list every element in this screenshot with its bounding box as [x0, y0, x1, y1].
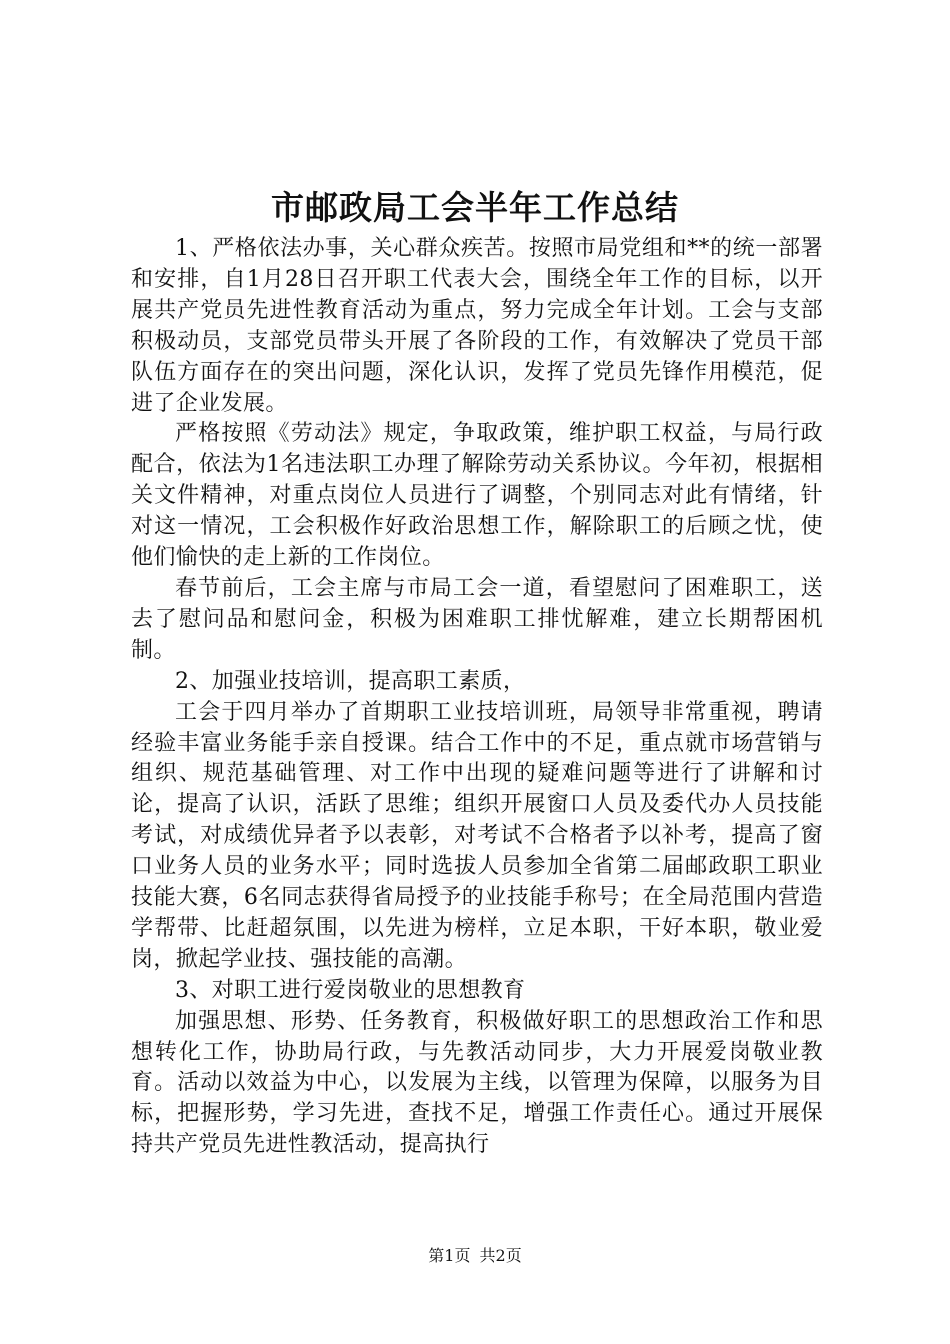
document-body [131, 234, 823, 1161]
paragraph-4: 工会于四月举办了首期职工业技培训班，局领导非常重视，聘请经验丰富业务能手亲自授课。结合工作中的不足，重点就市场营销与组织、规范基础管理、对工作中出现的疑难问题等进行了讲解和讨论，提高了认识，活跃了思维；组织开展窗口人员及委代办人员技能考试，对成绩优异者予以表彰，对考试不合格者予以补考，提高了窗口业务人员的业务水平；同时选拔人员参加全省第二届邮政职工职业技能大赛，6名同志获得省局授予的业技能手称号；在全局范围内营造学帮带、比赶超氛围，以先进为榜样，立足本职，干好本职，敬业爱岗，掀起学业技、强技能的高潮。 [131, 699, 823, 972]
paragraph-1: 1、严格依法办事，关心群众疾苦。按照市局党组和**的统一部署和安排，自1月28日召开职工代表大会，围绕全年工作的目标，以开展共产党员先进性教育活动为重点，努力完成全年计划。工会与支部积极动员，支部党员带头开展了各阶段的工作，有效解决了党员干部队伍方面存在的突出问题，深化认识，发挥了党员先锋作用模范，促进了企业发展。 [131, 236, 823, 416]
paragraph-5: 加强思想、形势、任务教育，积极做好职工的思想政治工作和思想转化工作，协助局行政，与先教活动同步，大力开展爱岗敬业教育。活动以效益为中心，以发展为主线，以管理为保障，以服务为目标，把握形势，学习先进，查找不足，增强工作责任心。通过开展保持共产党员先进性教活动，提高执行 [131, 1008, 823, 1158]
section-heading-2: 2、加强业技培训，提高职工素质， [175, 668, 526, 694]
section-heading-3: 3、对职工进行爱岗敬业的思想教育 [175, 977, 526, 1003]
paragraph-2: 严格按照《劳动法》规定，争取政策，维护职工权益，与局行政配合，依法为1名违法职工办理了解除劳动关系协议。今年初，根据相关文件精神，对重点岗位人员进行了调整，个别同志对此有情绪，针对这一情况，工会积极作好政治思想工作，解除职工的后顾之忧，使他们愉快的走上新的工作岗位。 [131, 421, 823, 571]
page-number: 第1页 [428, 1246, 471, 1265]
page-footer [0, 1245, 950, 1267]
page-total: 共2页 [479, 1246, 522, 1265]
paragraph-3: 春节前后，工会主席与市局工会一道，看望慰问了困难职工，送去了慰问品和慰问金，积极为困难职工排忧解难，建立长期帮困机制。 [131, 575, 823, 663]
document-title: 市邮政局工会半年工作总结 [271, 188, 679, 227]
